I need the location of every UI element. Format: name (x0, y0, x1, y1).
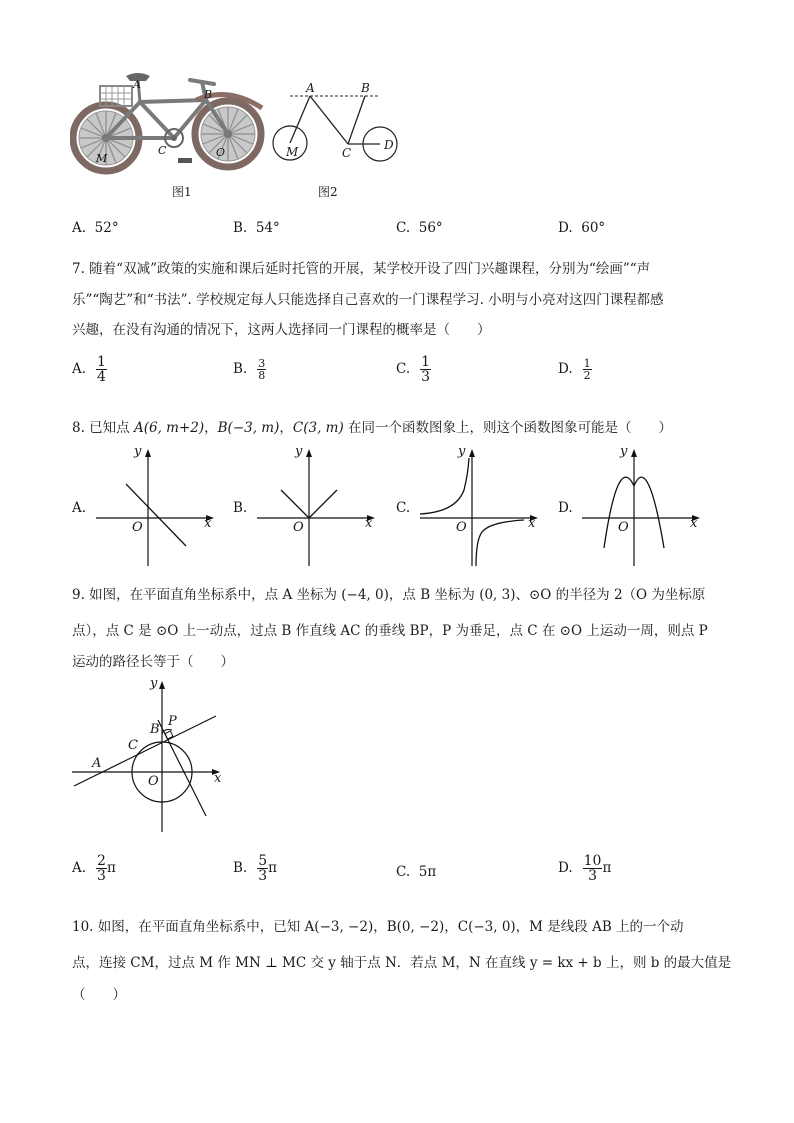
origin-label: O (456, 520, 467, 535)
q9-label-p: P (168, 714, 177, 729)
point-a: A(6, m+2) (133, 420, 205, 436)
q9-text-line2: 点），点 C 是 ⊙O 上一动点，过点 B 作直线 AC 的垂线 BP，P 为垂足，点 C 在 ⊙O 上运动一周，则点 P (72, 623, 708, 639)
q9-label-a: A (92, 756, 102, 771)
q8-option-a-label[interactable]: A. (72, 500, 87, 516)
axis-y-label: y (620, 444, 628, 459)
q9-option-d[interactable]: D. $\frac{10}{3}$ π (558, 853, 612, 884)
q9-label-b: B (150, 722, 160, 737)
bike-label-b: B (204, 88, 213, 101)
q9-option-c[interactable]: C. 5π (396, 864, 437, 880)
diagram-label-b: B (361, 81, 370, 95)
origin-label: O (618, 520, 629, 535)
q8-graph-c[interactable] (416, 444, 546, 568)
point-c: C(3, m) (292, 420, 344, 436)
q9-label-x: x (214, 771, 222, 786)
q8-text-line1: 8. 已知点 A(6, m+2)，B(−3, m)，C(3, m) 在同一个函数图象上，则这个函数图象可能是（ ） (72, 420, 673, 436)
q8-option-c-label[interactable]: C. (396, 500, 411, 516)
q9-text-line3: 运动的路径长等于（ ） (72, 654, 234, 670)
q8-graph-d[interactable] (578, 444, 708, 568)
diagram-label-c: C (342, 146, 352, 160)
q6-option-a[interactable]: A. 52° (72, 220, 119, 236)
bike-label-o: O (216, 146, 226, 159)
q9-option-b[interactable]: B. $\frac{5}{3}$ π (233, 853, 278, 884)
q9-label-c: C (128, 738, 138, 753)
q10-text-line2: 点，连接 CM，过点 M 作 MN ⊥ MC 交 y 轴于点 N．若点 M，N 在直线 y = kx + b 上，则 b 的最大值是 (72, 955, 732, 971)
q9-option-a[interactable]: A. $\frac{2}{3}$ π (72, 853, 116, 884)
bike-label-a: A (133, 78, 141, 91)
axis-x-label: x (690, 516, 698, 531)
q7-option-c[interactable]: C. $\frac{1}{3}$ (396, 354, 431, 385)
diagram-label-a: A (306, 81, 315, 95)
axis-y-label: y (458, 444, 466, 459)
q10-text-line3: （ ） (72, 987, 126, 1003)
origin-label: O (132, 520, 143, 535)
q8-option-d-label[interactable]: D. (558, 500, 573, 516)
diagram-label-m: M (286, 145, 299, 159)
fig2-caption: 图2 (318, 185, 338, 199)
q6-option-c[interactable]: C. 56° (396, 220, 443, 236)
q9-text-line1: 9. 如图，在平面直角坐标系中，点 A 坐标为 (−4, 0)，点 B 坐标为 (0, 3)、⊙O 的半径为 2（O 为坐标原 (72, 587, 706, 603)
axis-x-label: x (528, 516, 536, 531)
diagram-label-d: D (384, 138, 394, 152)
bicycle-figure (70, 64, 266, 180)
q7-text-line3: 兴趣，在没有沟通的情况下，这两人选择同一门课程的概率是（ ） (72, 322, 491, 338)
bike-label-m: M (96, 152, 108, 165)
q7-option-a[interactable]: A. $\frac{1}{4}$ (72, 354, 106, 385)
axis-y-label: y (295, 444, 303, 459)
q9-label-o: O (148, 774, 159, 789)
q6-option-b[interactable]: B. 54° (233, 220, 280, 236)
q8-option-b-label[interactable]: B. (233, 500, 248, 516)
q8-graph-b[interactable] (253, 444, 383, 568)
axis-y-label: y (134, 444, 142, 459)
q10-text-line1: 10. 如图，在平面直角坐标系中，已知 A(−3, −2)，B(0, −2)，C(−3, 0)，M 是线段 AB 上的一个动 (72, 919, 684, 935)
q9-figure (70, 676, 230, 836)
q6-option-d[interactable]: D. 60° (558, 220, 606, 236)
point-b: B(−3, m) (217, 420, 280, 436)
q9-label-y: y (150, 676, 158, 691)
bike-label-c: C (158, 144, 167, 157)
fig1-caption: 图1 (172, 185, 192, 199)
q8-graph-a[interactable] (92, 444, 222, 568)
q7-option-b[interactable]: B. $\frac{3}{8}$ (233, 357, 266, 382)
axis-x-label: x (204, 516, 212, 531)
q7-text-line1: 7. 随着“双减”政策的实施和课后延时托管的开展，某学校开设了四门兴趣课程，分别为“绘画”“声 (72, 261, 651, 277)
axis-x-label: x (365, 516, 373, 531)
q7-option-d[interactable]: D. $\frac{1}{2}$ (558, 357, 591, 382)
bike-diagram-figure (268, 76, 404, 172)
origin-label: O (293, 520, 304, 535)
q7-text-line2: 乐”“陶艺”和“书法”. 学校规定每人只能选择自己喜欢的一门课程学习. 小明与小亮对这四门课程都感 (72, 292, 664, 308)
